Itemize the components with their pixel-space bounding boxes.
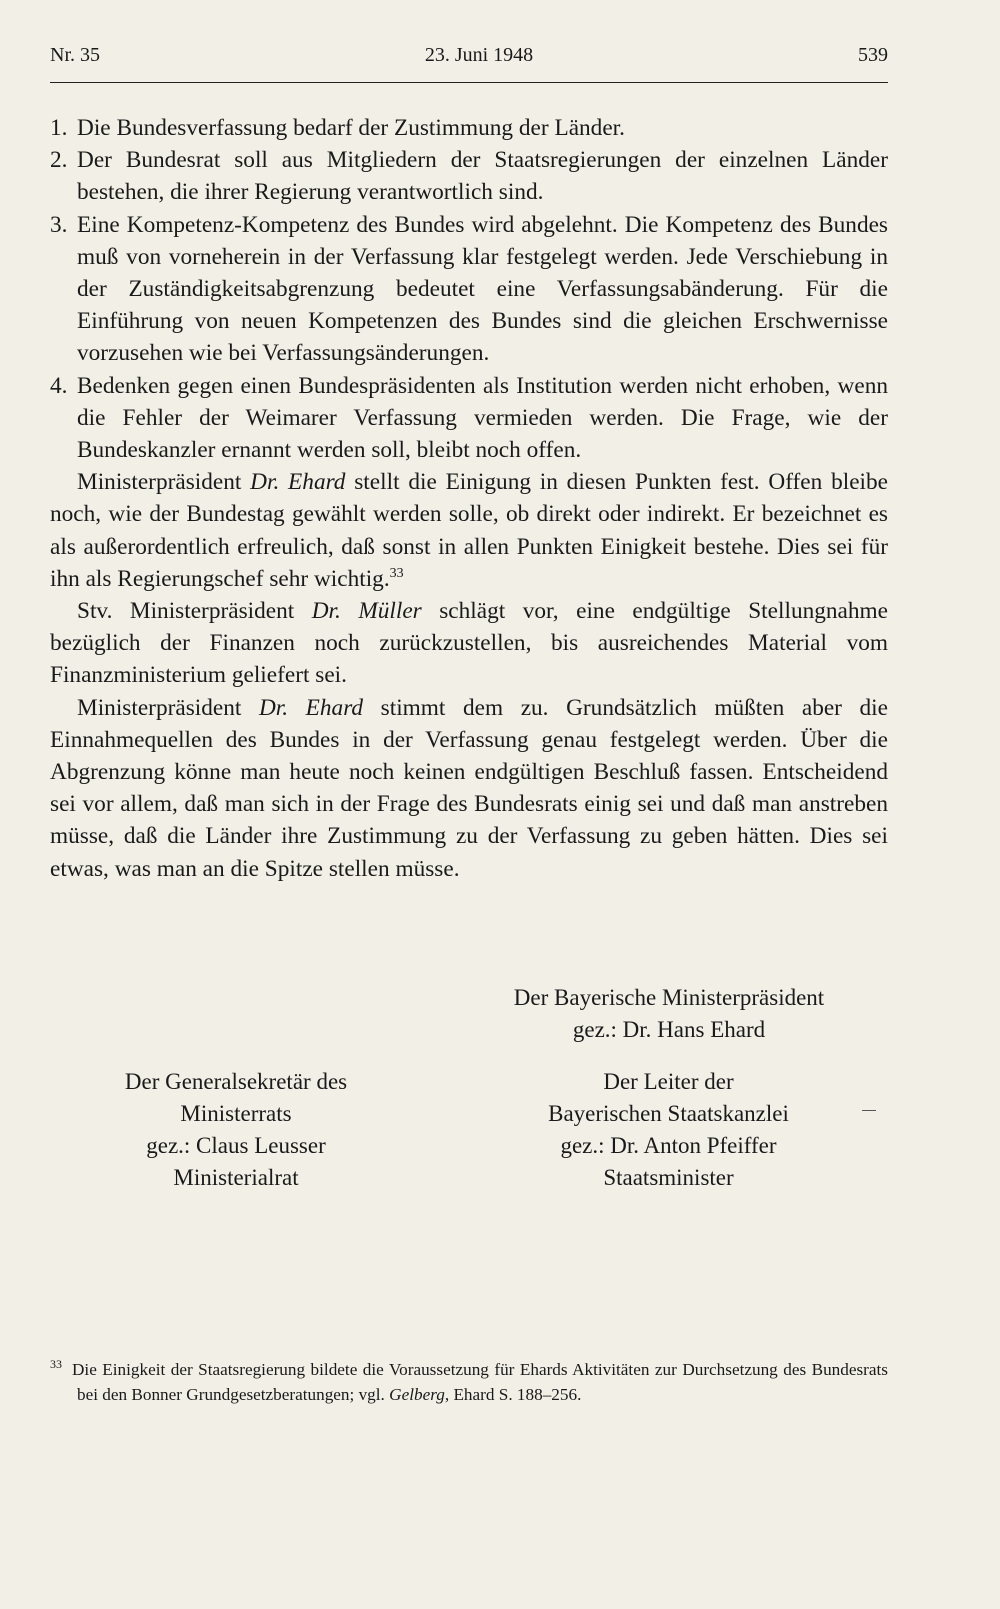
list-item: 1. Die Bundesverfassung bedarf der Zustimmung der Länder.	[50, 115, 625, 141]
speaker-name: Dr. Müller	[311, 598, 422, 625]
issue-number: Nr. 35	[50, 44, 100, 66]
page-number: 539	[858, 44, 888, 66]
list-item: 4. Bedenken gegen einen Bundespräsidenten als Institution werden nicht erhoben, wenn die Fehler der Weimarer Verfassung vermieden werden. Die Frage, wie der Bundeskanzler ernannt werden soll, bleibt noch offen.	[50, 372, 888, 464]
header-date: 23. Juni 1948	[424, 44, 534, 66]
paragraph: Ministerpräsident Dr. Ehard stellt die Einigung in diesen Punkten fest. Offen bleibe noch, wie der Bundestag gewählt werden solle, ob direkt oder indirekt. Er bezeichnet es als außerordentlich erfreulich, daß sonst in allen Punkten Einigkeit bestehe. Dies sei für ihn als Regierungschef sehr wichtig.$^{33}$	[50, 469, 889, 592]
signature-minister-president: Der Bayerische Ministerpräsident gez.: Dr. Hans Ehard	[513, 985, 825, 1042]
page-header	[50, 44, 888, 80]
footnote-number: 33	[50, 1357, 62, 1372]
signature-general-secretary: Der Generalsekretär des Ministerrats gez.: Claus Leusser Ministerialrat	[124, 1069, 348, 1190]
paragraph: Stv. Ministerpräsident Dr. Müller schlägt vor, eine endgültige Stellungnahme bezüglich der Finanzen noch zurückzustellen, bis ausreichendes Material vom Finanzministerium geliefert sei.	[50, 598, 888, 689]
paragraph: Ministerpräsident Dr. Ehard stimmt dem zu. Grundsätzlich müßten aber die Einnahmequellen des Bundes in der Verfassung genau festgelegt werden. Über die Abgrenzung könne man heute noch keinen endgültigen Beschluß fassen. Entscheidend sei vor allem, daß man sich in der Frage des Bundesrats einig sei und daß man anstreben müsse, daß die Länder ihre Zustimmung zu der Verfassung zu geben hätten. Dies sei etwas, was man an die Spitze stellen müsse.	[50, 694, 888, 882]
resolution-list	[50, 112, 888, 466]
list-item: 3. Eine Kompetenz-Kompetenz des Bundes wird abgelehnt. Die Kompetenz des Bundes muß von vorneherein in der Verfassung klar festgelegt werden. Jede Verschiebung in der Zuständigkeitsabgrenzung bedeutet eine Verfassungsabänderung. Für die Einführung von neuen Kompetenzen des Bundes sind die gleichen Erschwernisse vorzusehen wie bei Verfassungsänderungen.	[50, 211, 888, 367]
speaker-name: Dr. Ehard	[250, 469, 346, 496]
speaker-name: Dr. Ehard	[258, 694, 364, 721]
list-item: 2. Der Bundesrat soll aus Mitgliedern der Staatsregierungen der einzelnen Länder bestehen, die ihrer Regierung verantwortlich sind.	[50, 147, 888, 206]
signature-chancellery-head: Der Leiter der Bayerischen Staatskanzlei gez.: Dr. Anton Pfeiffer Staatsminister	[548, 1069, 789, 1190]
header-rule	[50, 82, 888, 83]
margin-mark	[862, 1110, 876, 1111]
footnote-reference[interactable]: 33	[389, 566, 404, 582]
footnote: $^{33}$ Die Einigkeit der Staatsregierung bildete die Voraussetzung für Ehards Aktivitäten zur Durchsetzung des Bundesrats bei den Bonner Grundgesetzberatungen; vgl. Gelberg, Ehard S. 188–256.	[50, 1357, 888, 1404]
body-text	[50, 112, 888, 885]
cited-author: Gelberg	[389, 1384, 445, 1404]
